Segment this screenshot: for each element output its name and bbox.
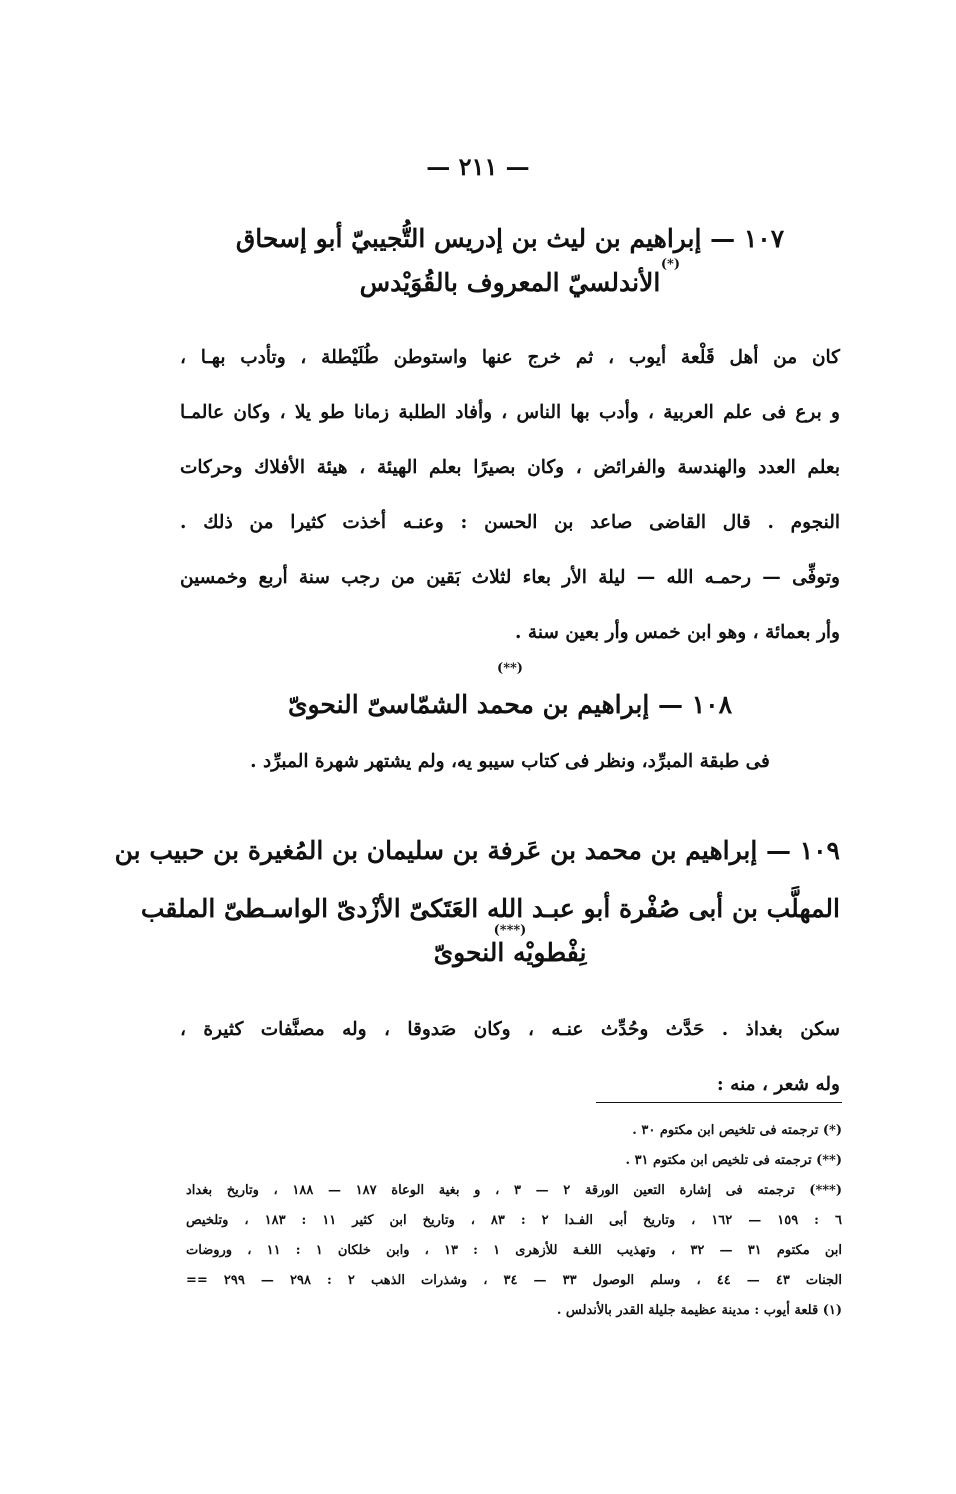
body-line: سكن بغداذ . حَدَّث وحُدِّث عنـه ، وكان صَدوقا ، وله مصنَّفات كثيرة ، [180,1019,840,1040]
body-line: كان من أهل قَلْعة أيوب ، ثم خرج عنها واستوطن طُلَيْطلة ، وتأدب بهـا ، [180,347,840,368]
heading-line: نِفْطويْه النحوىّ [433,938,587,967]
footnote: ٦ : ١٥٩ — ١٦٢ ، وتاريخ أبى الفـدا ٢ : ٨٣ ، وتاريخ ابن كثير ١١ : ١٨٣ ، وتلخيص [186,1213,842,1228]
entry-heading [180,676,840,734]
footnote: (**) ترجمته فى تلخيص ابن مكتوم ٣١ . [625,1153,842,1168]
body-line: وأر بعمائة ، وهو ابن خمس وأر بعين سنة . [515,622,840,643]
footnotes [186,1116,842,1326]
entry-109 [114,822,840,982]
body-line: وتوفِّى — رحمـه الله — ليلة الأر بعاء لثلاث بَقين من رجب سنة أربع وخمسين [180,567,840,588]
body-line: وله شعر ، منه : [716,1074,840,1095]
footnote-marker: (***) [493,923,527,938]
entry-heading [180,210,840,312]
footnote-marker: (*) [660,257,680,272]
body-line: النجوم . قال القاضى صاعد بن الحسن : وعنـه أخذت كثيرا من ذلك . [180,512,840,533]
page-number: — ٢١١ — [426,152,530,181]
entry-107-body [180,330,840,660]
body-line: و برع فى علم العربية ، وأدب بها الناس ، وأفاد الطلبة زمانا طو يلا ، وكان عالمـا [180,402,840,423]
heading-line: ١٠٨ — إبراهيم بن محمد الشمّاسىّ النحوىّ [287,690,733,719]
footnote-marker: (**) [497,661,523,676]
entry-107 [180,210,840,312]
heading-line: المهلَّب بن أبى صُفْرة أبو عبـد الله العَتَكىّ الأزْدىّ الواسـطىّ الملقب [140,894,840,923]
footnote: (***) ترجمته فى إشارة التعين الورقة ٢ — ٣ ، و بغية الوعاة ١٨٧ — ١٨٨ ، وتاريخ بغداد [186,1183,843,1198]
heading-line: ١٠٧ — إبراهيم بن ليث بن إدريس التُّجيبيّ أبو إسحاق [235,224,785,253]
footnote: الجنات ٤٣ — ٤٤ ، وسلم الوصول ٣٣ — ٣٤ ، وشذرات الذهب ٢ : ٢٩٨ — ٢٩٩ == [186,1273,842,1288]
heading-line: ١٠٩ — إبراهيم بن محمد بن عَرفة بن سليمان بن المُغيرة بن حبيب بن [114,836,840,865]
footnote: (١) قلعة أيوب : مدينة عظيمة جليلة القدر بالأندلس . [556,1303,842,1318]
body-line: فى طبقة المبرِّد، ونظر فى كتاب سيبو يه، ولم يشتهر شهرة المبرِّد . [250,751,770,772]
heading-line: الأندلسيّ المعروف بالقُوَيْدس [359,268,661,297]
footnote-divider [596,1102,842,1103]
entry-109-body [180,1002,840,1112]
body-line: بعلم العدد والهندسة والفرائض ، وكان بصيرًا بعلم الهيئة ، هيئة الأفلاك وحركات [180,457,840,478]
entry-heading [114,822,840,982]
footnote: (*) ترجمته فى تلخيص ابن مكتوم ٣٠ . [632,1123,842,1138]
footnote: ابن مكتوم ٣١ — ٣٢ ، وتهذيب اللغـة للأزهرى ١ : ١٣ ، وابن خلكان ١ : ١١ ، وروضات [186,1243,842,1258]
entry-108 [180,662,840,789]
